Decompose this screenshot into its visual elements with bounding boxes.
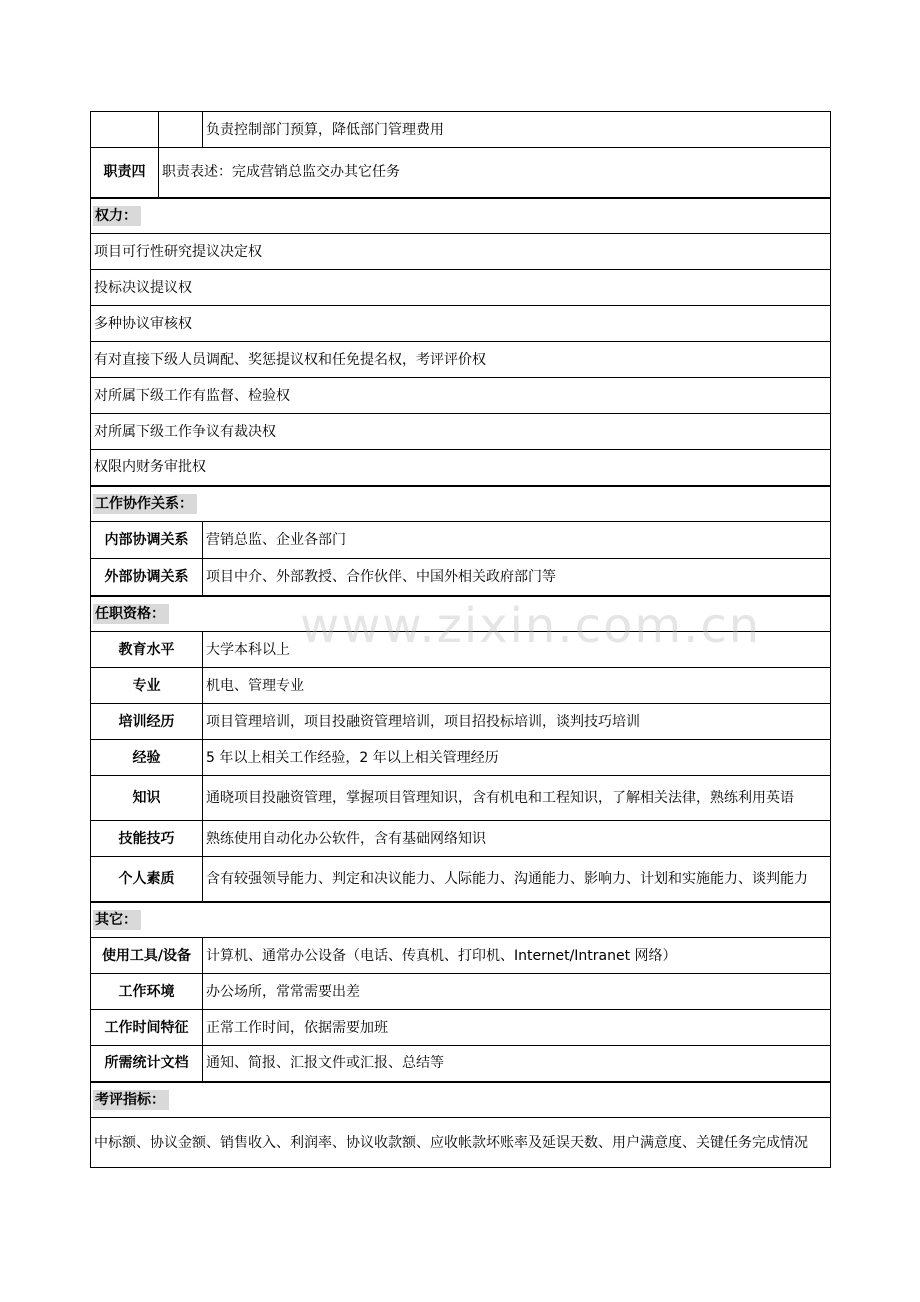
collab-label: 外部协调关系	[91, 559, 203, 596]
duty4-row	[91, 148, 831, 198]
authority-item	[91, 270, 831, 306]
qual-value: 通晓项目投融资管理，掌握项目管理知识，含有机电和工程知识，了解相关法律，熟练利用英语	[203, 776, 831, 821]
watermark: www.zixin.com.cn	[300, 598, 762, 654]
qual-row	[91, 821, 831, 857]
qual-value: 机电、管理专业	[203, 668, 831, 704]
qual-value: 熟练使用自动化办公软件，含有基础网络知识	[203, 821, 831, 857]
qual-value: 5 年以上相关工作经验，2 年以上相关管理经历	[203, 740, 831, 776]
qual-header-row	[91, 596, 831, 632]
kpi-title: 考评指标：	[93, 1090, 169, 1110]
other-label: 工作环境	[91, 974, 203, 1010]
collab-label: 内部协调关系	[91, 522, 203, 559]
qual-label: 培训经历	[91, 704, 203, 740]
qual-value: 项目管理培训，项目投融资管理培训，项目招投标培训，谈判技巧培训	[203, 704, 831, 740]
authority-item	[91, 306, 831, 342]
authority-item-text: 多种协议审核权	[91, 306, 831, 342]
kpi-header-row	[91, 1082, 831, 1118]
collab-row	[91, 522, 831, 559]
other-title: 其它：	[93, 910, 141, 930]
authority-header-row	[91, 198, 831, 234]
kpi-text: 中标额、协议金额、销售收入、利润率、协议收款额、应收帐款坏账率及延误天数、用户满意度、关键任务完成情况	[91, 1118, 831, 1168]
other-row	[91, 974, 831, 1010]
other-value: 通知、简报、汇报文件或汇报、总结等	[203, 1046, 831, 1082]
duty4-label: 职责四	[91, 148, 159, 198]
qual-value: 大学本科以上	[203, 632, 831, 668]
other-value: 计算机、通常办公设备（电话、传真机、打印机、Internet/Intranet 网络）	[203, 938, 831, 974]
other-label: 使用工具/设备	[91, 938, 203, 974]
authority-item-text: 项目可行性研究提议决定权	[91, 234, 831, 270]
collab-value: 营销总监、企业各部门	[203, 522, 831, 559]
other-label: 工作时间特征	[91, 1010, 203, 1046]
budget-row	[91, 112, 831, 148]
qual-label: 知识	[91, 776, 203, 821]
duty4-text: 职责表述：完成营销总监交办其它任务	[159, 148, 831, 198]
authority-item-text: 投标决议提议权	[91, 270, 831, 306]
qual-label: 教育水平	[91, 632, 203, 668]
empty-cell	[91, 112, 159, 148]
qual-row	[91, 776, 831, 821]
authority-item	[91, 378, 831, 414]
qual-title: 任职资格：	[93, 604, 169, 624]
authority-item-text: 权限内财务审批权	[91, 450, 831, 486]
other-header-row	[91, 902, 831, 938]
qual-label: 技能技巧	[91, 821, 203, 857]
qual-row	[91, 632, 831, 668]
other-row	[91, 1010, 831, 1046]
collab-value: 项目中介、外部教授、合作伙伴、中国外相关政府部门等	[203, 559, 831, 596]
qual-row	[91, 704, 831, 740]
other-value: 正常工作时间，依据需要加班	[203, 1010, 831, 1046]
qual-row	[91, 740, 831, 776]
qual-label: 专业	[91, 668, 203, 704]
collab-title: 工作协作关系：	[93, 494, 197, 514]
other-row	[91, 938, 831, 974]
collab-row	[91, 559, 831, 596]
qual-row	[91, 857, 831, 902]
qual-label: 个人素质	[91, 857, 203, 902]
collab-header-row	[91, 486, 831, 522]
authority-item-text: 对所属下级工作争议有裁决权	[91, 414, 831, 450]
job-description-document	[90, 111, 830, 1168]
authority-item	[91, 450, 831, 486]
qual-label: 经验	[91, 740, 203, 776]
authority-item-text: 对所属下级工作有监督、检验权	[91, 378, 831, 414]
qual-row	[91, 668, 831, 704]
authority-item	[91, 234, 831, 270]
job-description-table	[90, 111, 831, 1168]
authority-title: 权力：	[93, 206, 141, 226]
authority-item	[91, 342, 831, 378]
other-label: 所需统计文档	[91, 1046, 203, 1082]
budget-text: 负责控制部门预算，降低部门管理费用	[203, 112, 831, 148]
other-row	[91, 1046, 831, 1082]
authority-item-text: 有对直接下级人员调配、奖惩提议权和任免提名权，考评评价权	[91, 342, 831, 378]
qual-value: 含有较强领导能力、判定和决议能力、人际能力、沟通能力、影响力、计划和实施能力、谈判能力	[203, 857, 831, 902]
empty-cell	[159, 112, 203, 148]
other-value: 办公场所，常常需要出差	[203, 974, 831, 1010]
kpi-row	[91, 1118, 831, 1168]
authority-item	[91, 414, 831, 450]
